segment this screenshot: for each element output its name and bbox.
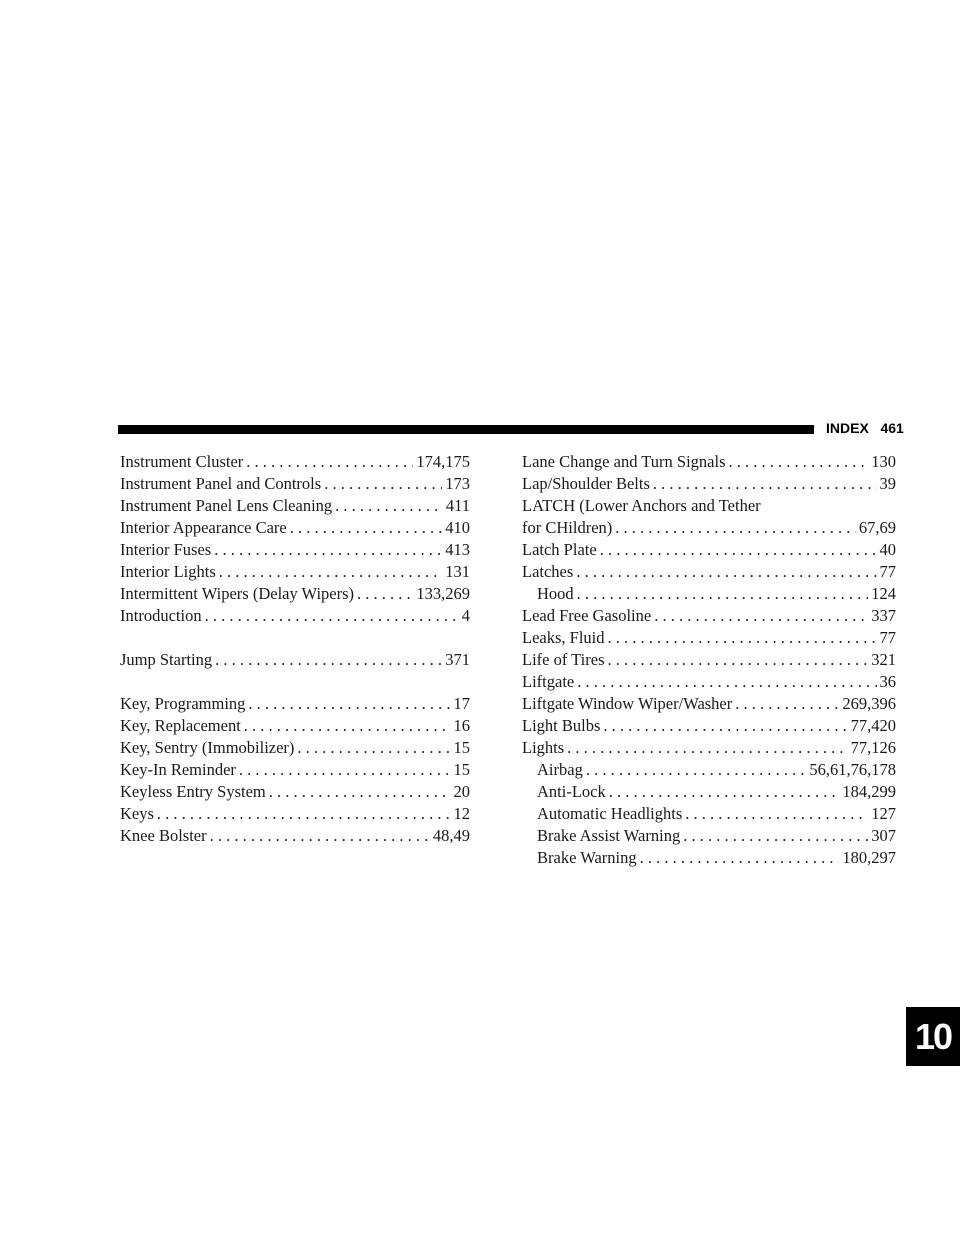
leader-dots: [210, 825, 430, 847]
leader-dots: [735, 693, 839, 715]
header-rule: [118, 425, 814, 434]
entry-page: 130: [871, 452, 896, 471]
page-header-title: INDEX 461: [826, 420, 904, 436]
leader-dots: [654, 605, 868, 627]
index-entry: [522, 451, 896, 473]
entry-term: Key, Sentry (Immobilizer): [120, 738, 295, 757]
chapter-tab: 10: [906, 1007, 960, 1066]
index-entry: [522, 715, 896, 737]
entry-term: Liftgate Window Wiper/Washer: [522, 694, 733, 713]
index-entry: [522, 671, 896, 693]
leader-dots: [576, 561, 876, 583]
leader-dots: [269, 781, 451, 803]
entry-page: 36: [879, 672, 896, 691]
index-entry: [120, 451, 470, 473]
index-entry: [522, 539, 896, 561]
entry-page: 77,126: [850, 738, 896, 757]
entry-term: Key-In Reminder: [120, 760, 236, 779]
index-entry: [120, 649, 470, 671]
index-entry: [120, 803, 470, 825]
entry-page: 127: [871, 804, 896, 823]
leader-dots: [246, 451, 413, 473]
entry-page: 48,49: [432, 826, 470, 845]
index-entry: [522, 473, 896, 495]
entry-term: for CHildren): [522, 518, 613, 537]
leader-dots: [157, 803, 451, 825]
entry-page: 77,420: [850, 716, 896, 735]
entry-term: Lead Free Gasoline: [522, 606, 652, 625]
entry-page: 307: [871, 826, 896, 845]
leader-dots: [683, 825, 868, 847]
entry-term: Instrument Cluster: [120, 452, 244, 471]
leader-dots: [239, 759, 451, 781]
entry-term: LATCH (Lower Anchors and Tether: [522, 496, 761, 515]
entry-term: Intermittent Wipers (Delay Wipers): [120, 584, 355, 603]
entry-page: 15: [453, 760, 470, 779]
leader-dots: [214, 539, 442, 561]
index-entry: [522, 517, 896, 539]
leader-dots: [608, 649, 869, 671]
leader-dots: [653, 473, 877, 495]
entry-term: Instrument Panel and Controls: [120, 474, 322, 493]
index-entry: [522, 649, 896, 671]
entry-page: 269,396: [842, 694, 896, 713]
index-subentry: [522, 847, 896, 869]
entry-term: Life of Tires: [522, 650, 605, 669]
index-entry: [522, 561, 896, 583]
index-entry: [120, 561, 470, 583]
entry-page: 15: [453, 738, 470, 757]
leader-dots: [609, 781, 840, 803]
index-entry: [120, 693, 470, 715]
entry-page: 4: [461, 606, 470, 625]
entry-term: Knee Bolster: [120, 826, 207, 845]
index-entry: [120, 517, 470, 539]
leader-dots: [577, 671, 876, 693]
index-entry: [522, 627, 896, 649]
leader-dots: [297, 737, 450, 759]
index-entry: [120, 583, 470, 605]
entry-term: Key, Programming: [120, 694, 246, 713]
entry-term: Brake Warning: [537, 848, 637, 867]
index-subentry: [522, 803, 896, 825]
index-entry: [120, 715, 470, 737]
index-entry: [522, 693, 896, 715]
entry-term: Brake Assist Warning: [537, 826, 681, 845]
index-entry: [120, 737, 470, 759]
entry-page: 133,269: [416, 584, 470, 603]
entry-term: Hood: [537, 584, 574, 603]
index-subentry: [522, 583, 896, 605]
entry-term: Interior Fuses: [120, 540, 212, 559]
index-entry: [120, 825, 470, 847]
entry-term: Leaks, Fluid: [522, 628, 605, 647]
index-subentry: [522, 781, 896, 803]
index-entry: [120, 759, 470, 781]
entry-page: 173: [445, 474, 470, 493]
index-entry: [120, 539, 470, 561]
entry-term: Automatic Headlights: [537, 804, 683, 823]
entry-page: 337: [871, 606, 896, 625]
index-subentry: [522, 825, 896, 847]
entry-page: 77: [879, 628, 896, 647]
leader-dots: [219, 561, 442, 583]
leader-dots: [577, 583, 869, 605]
leader-dots: [608, 627, 877, 649]
entry-term: Interior Appearance Care: [120, 518, 287, 537]
entry-term: Light Bulbs: [522, 716, 601, 735]
entry-term: Lap/Shoulder Belts: [522, 474, 650, 493]
leader-dots: [215, 649, 442, 671]
entry-term: Jump Starting: [120, 650, 213, 669]
index-subentry: [522, 759, 896, 781]
leader-dots: [357, 583, 413, 605]
index-entry: [120, 605, 470, 627]
entry-term: Lights: [522, 738, 565, 757]
entry-page: 413: [445, 540, 470, 559]
entry-term: Keys: [120, 804, 154, 823]
index-entry: [120, 781, 470, 803]
entry-page: 56,61,76,178: [809, 760, 896, 779]
index-column-right: [522, 451, 896, 869]
entry-term: Latch Plate: [522, 540, 597, 559]
entry-page: 371: [445, 650, 470, 669]
leader-dots: [615, 517, 856, 539]
entry-page: 131: [445, 562, 470, 581]
entry-term: Interior Lights: [120, 562, 216, 581]
entry-term: Anti-Lock: [537, 782, 606, 801]
entry-page: 411: [445, 496, 470, 515]
leader-dots: [603, 715, 847, 737]
leader-dots: [640, 847, 840, 869]
entry-page: 20: [453, 782, 470, 801]
entry-term: Airbag: [537, 760, 583, 779]
leader-dots: [600, 539, 877, 561]
leader-dots: [335, 495, 443, 517]
leader-dots: [244, 715, 451, 737]
entry-page: 124: [871, 584, 896, 603]
entry-page: 180,297: [842, 848, 896, 867]
entry-page: 39: [879, 474, 896, 493]
entry-page: 17: [453, 694, 470, 713]
entry-term: Latches: [522, 562, 574, 581]
leader-dots: [324, 473, 442, 495]
index-entry: [120, 495, 470, 517]
index-column-left: [120, 451, 470, 847]
entry-term: Key, Replacement: [120, 716, 241, 735]
entry-page: 410: [445, 518, 470, 537]
entry-term: Keyless Entry System: [120, 782, 266, 801]
index-entry: [522, 495, 896, 517]
entry-page: 174,175: [416, 452, 470, 471]
leader-dots: [205, 605, 459, 627]
leader-dots: [290, 517, 443, 539]
entry-term: Introduction: [120, 606, 202, 625]
leader-dots: [248, 693, 450, 715]
entry-term: Liftgate: [522, 672, 575, 691]
index-entry: [522, 605, 896, 627]
entry-page: 321: [871, 650, 896, 669]
entry-page: 67,69: [858, 518, 896, 537]
entry-page: 40: [879, 540, 896, 559]
leader-dots: [586, 759, 807, 781]
entry-page: 184,299: [842, 782, 896, 801]
index-entry: [120, 473, 470, 495]
entry-term: Instrument Panel Lens Cleaning: [120, 496, 333, 515]
entry-page: 16: [453, 716, 470, 735]
entry-page: 77: [879, 562, 896, 581]
leader-dots: [729, 451, 869, 473]
leader-dots: [685, 803, 868, 825]
entry-term: Lane Change and Turn Signals: [522, 452, 726, 471]
entry-page: 12: [453, 804, 470, 823]
leader-dots: [567, 737, 847, 759]
index-entry: [522, 737, 896, 759]
